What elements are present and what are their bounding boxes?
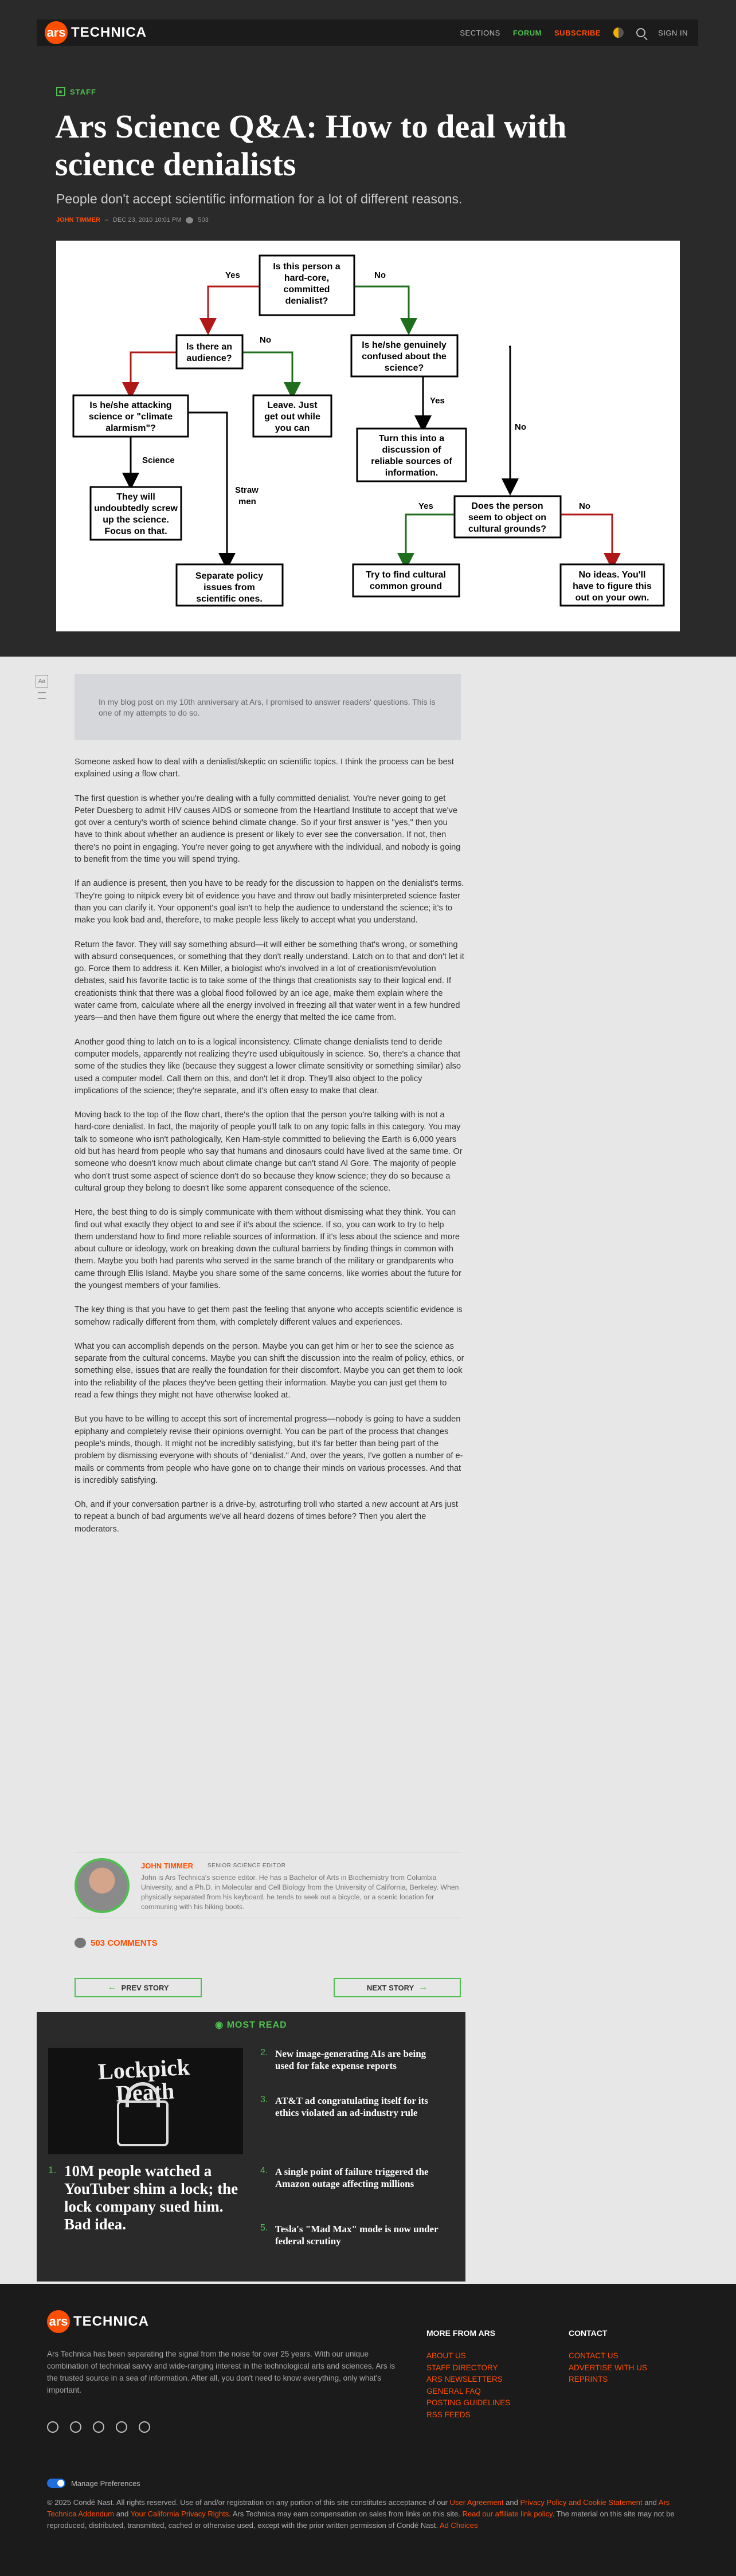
ad-choices-link[interactable]: Ad Choices	[440, 2521, 478, 2530]
fc-label-men: men	[238, 497, 256, 506]
logo-text: TECHNICA	[71, 25, 147, 40]
arrow-right-icon: →	[418, 1982, 428, 1992]
comments-label: 503 COMMENTS	[91, 1938, 158, 1948]
fc-q2-line: Is there an	[186, 342, 233, 352]
arrow-left-icon: ←	[107, 1982, 117, 1992]
footer-legal	[47, 2497, 689, 2531]
fc-cultural-line: Does the person	[471, 501, 543, 511]
prev-story-label: PREV STORY	[121, 1983, 169, 1992]
layout-icon[interactable]	[38, 692, 46, 693]
footer-link[interactable]: REPRINTS	[569, 2375, 608, 2383]
privacy-policy-link[interactable]: Privacy Policy and Cookie Statement	[520, 2498, 643, 2507]
search-icon[interactable]	[636, 28, 645, 37]
logo-mark: ars	[47, 2310, 70, 2333]
site-header	[0, 0, 736, 68]
fc-screw-line: up the science.	[103, 515, 169, 525]
section-tag[interactable]	[56, 87, 96, 96]
manage-preferences[interactable]	[47, 2479, 140, 2488]
fc-q1-line: committed	[283, 285, 330, 294]
article-paragraph: The first question is whether you're dealing with a fully committed denialist. You're never going to get Peter Duesberg to admit HIV causes AIDS or someone from the Heartland Institute to accept that we've got over a century's worth of science behind climate change. So if your first answer is "yes," then you have to think about whether an audience is present or likely to ever see the conversation. If not, then there's no point in engaging. You're never going to get anywhere with the individual, and nobody is going to benefit from the time you will spend trying.	[75, 794, 461, 865]
user-agreement-link[interactable]: User Agreement	[449, 2498, 504, 2507]
byline-comment-count[interactable]: 503	[198, 217, 209, 223]
fc-label-straw: Straw	[235, 485, 259, 495]
article-paragraph: Return the favor. They will say something absurd—it will either be something that's wrong, or something with absurd consequences, or something that they don't really understand. Latch on to that and don't let it go. Force them to address it. Ken Miller, a biologist who's involved in a lot of creationism/evolution debates, said his favorite tactic is to take some of the things that creationists say to their logical end. If creationists think that there was a global flood followed by an ice age, make them explain where the water came from, calculate where all the energy involved in freezing all that water went in a few hundred years—and then have them figure out where the energy that melted the ice came from.	[75, 940, 464, 1023]
fc-q1-line: hard-core,	[284, 273, 330, 283]
instagram-icon[interactable]	[139, 2421, 150, 2433]
footer-link[interactable]: ARS NEWSLETTERS	[426, 2375, 503, 2383]
site-footer	[0, 2284, 736, 2576]
fc-common-line: Try to find cultural	[366, 570, 446, 580]
nav-bar	[37, 19, 698, 46]
fc-label-no: No	[515, 422, 526, 432]
theme-toggle-icon[interactable]	[613, 28, 624, 38]
article-paragraph: Moving back to the top of the flow chart, there's the option that the person you're talking with is not a hard-core denialist. In fact, the majority of people you'll talk to on any topic falls in this category. You may talk to someone who isn't pathologically, Ken Ham-style committed to believing the Earth is 6,000 years old but has heard from people who say that humans and dinosaurs could have lived at the same time. Or someone who doesn't know much about climate change but can't stand Al Gore. The majority of people who don't trust some aspect of science don't do so because they know science; they do so because a cultural group they belong to doesn't like some apparent consequence of the science.	[75, 1110, 463, 1193]
fc-policy-line: Separate policy	[195, 571, 264, 581]
item-number: 3.	[260, 2095, 268, 2104]
fc-label-yes: Yes	[430, 396, 445, 406]
fc-leave-line: get out while	[264, 412, 320, 422]
article-paragraph: Here, the best thing to do is simply communicate with them without dismissing what they think. You can find out what exactly they object to and see if it's about the science. If so, you can work to try to help them understand how to find more reliable sources of information. If it's less about the science and more about culture or ideology, work on breaking down the cultural barriers by finding things in common with them. Maybe you both had parents who served in the same branch of the military or grandparents who came through Ellis Island. Maybe you share some of the same concerns, like worries about the future for the youngest members of your families.	[75, 1208, 461, 1290]
most-read-item-2[interactable]	[260, 2048, 455, 2072]
fc-label-no: No	[579, 501, 590, 511]
footer-about: Ars Technica has been separating the signal from the noise for over 25 years. With our unique combination of technical savvy and wide-ranging interest in the technological arts and sciences, Ars is the trusted source in a sea of information. After all, you don't need to know everything, only what's important.	[47, 2350, 396, 2394]
item-number: 4.	[260, 2166, 268, 2176]
footer-contact-heading: CONTACT	[569, 2328, 608, 2338]
byline-separator: –	[105, 217, 109, 223]
fc-q4-line: Is he/she attacking	[89, 400, 172, 410]
image-title: Lockpick Death	[97, 2053, 191, 2107]
article-paragraph: If an audience is present, then you have to be ready for the discussion to happen on the denialist's terms. They're going to nitpick every bit of evidence you have and throw out badly misinterpreted science faster than you can clarify it. Your opponent's goal isn't to help the audience to understand the science; it's to make you look bad and, therefore, to make people less likely to accept what you understand.	[75, 879, 464, 925]
article-paragraph: What you can accomplish depends on the person. Maybe you can get him or her to see the science as separate from the cultural concerns. Maybe you can shift the discussion into the realm of policy, ethics, or something else, issues that are really the foundation for their discomfort. Maybe you can get them to look into the reliability of the places they've been getting their information. Maybe you can just get them to read a few things they might not have otherwise looked at.	[75, 1341, 464, 1400]
fc-q4-line: alarmism"?	[105, 423, 156, 433]
most-read-item-3[interactable]	[260, 2095, 455, 2119]
fc-common-line: common ground	[369, 582, 443, 591]
fc-policy-line: issues from	[203, 583, 255, 592]
most-read-heading: ◉ MOST READ	[215, 2020, 287, 2030]
nav-subscribe[interactable]: SUBSCRIBE	[554, 28, 601, 37]
fc-discuss-line: discussion of	[382, 445, 441, 455]
most-read	[37, 2012, 465, 2282]
fc-q3-line: science?	[384, 363, 424, 373]
article-paragraph: Oh, and if your conversation partner is a drive-by, astroturfing troll who started a new account at Ars just to repeat a bunch of bad arguments we've all heard dozens of times before? Then you alert the moderators.	[75, 1500, 458, 1534]
legal-text: . The material on this site may not be reproduced, distributed, transmitted, cached or otherwise used, except with the prior written permission of Condé Nast.	[47, 2510, 675, 2530]
footer-more-col	[426, 2328, 510, 2421]
most-read-item-5[interactable]	[260, 2223, 455, 2247]
item-number: 2.	[260, 2048, 268, 2057]
comment-bubble-icon	[186, 217, 193, 223]
manage-preferences-label: Manage Preferences	[71, 2479, 140, 2488]
bio-author-name[interactable]: JOHN TIMMER	[141, 1862, 193, 1870]
next-story-button[interactable]	[334, 1978, 461, 1997]
fc-discuss-line: information.	[385, 468, 439, 478]
fc-screw-line: Focus on that.	[104, 527, 167, 536]
article-title: Ars Science Q&A: How to deal with science denialists	[55, 108, 567, 183]
fc-screw-line: They will	[116, 492, 155, 502]
comments-link[interactable]	[75, 1938, 158, 1948]
bio-text: John is Ars Technica's science editor. He has a Bachelor of Arts in Biochemistry from Columbia University, and a Ph.D. in Molecular and Cell Biology from the University of California, Berkeley. When physically separated from his keyboard, he tends to seek out a bicycle, or a scenic location for communing with his hiking boots.	[141, 1874, 459, 1911]
item-title: 10M people watched a YouTuber shim a lock; the lock company sued him. Bad idea.	[64, 2162, 238, 2233]
fc-label-no: No	[374, 270, 386, 280]
footer-link[interactable]: RSS FEEDS	[426, 2410, 471, 2419]
fc-screw-line: undoubtedly screw	[94, 504, 178, 513]
fc-cultural-line: cultural grounds?	[468, 524, 546, 534]
fc-label-yes: Yes	[225, 270, 240, 280]
legal-text: © 2025 Condé Nast. All rights reserved. Use of and/or registration on any portion of this site constitutes acceptance of our	[47, 2498, 450, 2507]
flowchart-svg	[56, 241, 680, 631]
youtube-icon[interactable]	[116, 2421, 127, 2433]
footer-link[interactable]: POSTING GUIDELINES	[426, 2398, 511, 2407]
article-paragraph: Someone asked how to deal with a denialist/skeptic on scientific topics. I think the process can be best explained using a flow chart.	[75, 757, 454, 779]
most-read-item-1[interactable]	[48, 2162, 243, 2233]
byline-date: DEC 23, 2010 10:01 PM	[113, 217, 182, 223]
article-body	[75, 756, 464, 1548]
footer-link[interactable]: STAFF DIRECTORY	[426, 2363, 498, 2372]
footer-link[interactable]: CONTACT US	[569, 2351, 618, 2360]
fc-q2-line: audience?	[186, 354, 232, 363]
byline-author[interactable]: JOHN TIMMER	[56, 217, 100, 223]
fc-label-yes: Yes	[418, 501, 433, 511]
footer-link[interactable]: ADVERTISE WITH US	[569, 2363, 648, 2372]
facebook-icon[interactable]	[93, 2421, 104, 2433]
fc-q4-line: science or "climate	[88, 412, 173, 422]
bluesky-icon[interactable]	[47, 2421, 58, 2433]
legal-text: and	[503, 2498, 520, 2507]
fc-discuss-line: reliable sources of	[371, 457, 452, 466]
footer-link[interactable]: GENERAL FAQ	[426, 2386, 481, 2396]
fc-q3-line: Is he/she genuinely	[362, 340, 447, 350]
most-read-image[interactable]	[48, 2048, 243, 2154]
social-links	[47, 2421, 150, 2433]
fc-cultural-line: seem to object on	[468, 513, 547, 523]
fc-label-no: No	[260, 335, 271, 345]
footer-link[interactable]: ABOUT US	[426, 2351, 466, 2360]
item-number: 5.	[260, 2223, 268, 2233]
item-title: A single point of failure triggered the Amazon outage affecting millions	[275, 2166, 429, 2189]
item-title: Tesla's "Mad Max" mode is now under federal scrutiny	[275, 2224, 439, 2247]
fc-q1-line: denialist?	[285, 296, 328, 306]
legal-text: . Ars Technica may earn compensation on sales from links on this site.	[229, 2510, 463, 2518]
nav-sections[interactable]: SECTIONS	[460, 28, 500, 37]
logo-mark: ars	[45, 21, 68, 44]
fc-q3-line: confused about the	[362, 352, 447, 362]
next-story-label: NEXT STORY	[366, 1983, 414, 1992]
author-avatar[interactable]	[75, 1858, 130, 1913]
addendum-link[interactable]: Ars Technica Addendum	[47, 2498, 670, 2518]
footer-contact-col	[569, 2328, 647, 2386]
top-nav	[460, 28, 688, 38]
privacy-toggle-icon[interactable]	[47, 2479, 65, 2488]
byline	[56, 217, 209, 223]
comment-icon	[75, 1938, 86, 1948]
bio-author-role: SENIOR SCIENCE EDITOR	[208, 1863, 286, 1869]
california-privacy-link[interactable]: Your California Privacy Rights	[130, 2510, 229, 2518]
fc-leave-line: Leave. Just	[267, 400, 318, 410]
intro-callout: In my blog post on my 10th anniversary at Ars, I promised to answer readers' questions. This is one of my attempts to do so.	[75, 674, 461, 740]
article-subtitle: People don't accept scientific information for a lot of different reasons.	[56, 191, 463, 206]
author-bio	[75, 1852, 461, 1918]
nav-sign-in[interactable]: SIGN IN	[658, 28, 688, 37]
fc-leave-line: you can	[275, 423, 310, 433]
text-settings[interactable]	[36, 675, 49, 699]
item-title: New image-generating AIs are being used for fake expense reports	[275, 2048, 426, 2071]
section-label: STAFF	[70, 87, 96, 96]
most-read-item-4[interactable]	[260, 2166, 455, 2190]
mastodon-icon[interactable]	[70, 2421, 81, 2433]
fc-noideas-line: No ideas. You'll	[578, 570, 646, 580]
prev-story-button[interactable]	[75, 1978, 202, 1997]
fc-noideas-line: have to figure this	[573, 582, 652, 591]
footer-more-heading: MORE FROM ARS	[426, 2328, 496, 2338]
fc-q1-line: Is this person a	[273, 262, 340, 272]
footer-logo[interactable]	[47, 2310, 149, 2333]
flowchart-figure	[56, 241, 680, 631]
article-paragraph: The key thing is that you have to get them past the feeling that anyone who accepts scientific evidence is somehow radically different from them, with completely different values and experiences.	[75, 1305, 463, 1327]
affiliate-policy-link[interactable]: Read our affiliate link policy	[462, 2510, 553, 2518]
nav-forum[interactable]: FORUM	[512, 28, 542, 37]
article-paragraph: Another good thing to latch on to is a logical inconsistency. Climate change denialists tend to deride computer models, apparently not realizing they're used ubiquitously in science. So, there's a chance that some of the studies they like (because they suggest a lower climate sensitivity or something similar) also used a computer model. Call them on this, and don't let it drop. They'll also object to the policy implications of the science; they're separate, and it's often easy to make that clear.	[75, 1037, 461, 1095]
legal-text: and	[114, 2510, 131, 2518]
site-logo[interactable]	[45, 21, 147, 44]
text-size-icon[interactable]: Aa	[36, 675, 48, 688]
layout-icon[interactable]	[38, 698, 46, 699]
fc-label-science: Science	[142, 455, 175, 465]
staff-icon: ■	[56, 87, 65, 96]
item-title: AT&T ad congratulating itself for its ethics violated an ad-industry rule	[275, 2095, 428, 2118]
item-number: 1.	[48, 2165, 57, 2176]
article-paragraph: But you have to be willing to accept this sort of incremental progress—nobody is going to have a sudden epiphany and completely revise their opinions overnight. You can be part of the process that changes people's minds, though. It might not be incredibly satisfying, but it's far better than being part of the problem by dismissing everyone with shouts of "denialist." And, over the years, I've gotten a number of e-mails or comments from people who have gone on to change their minds on various processes. And that is incredibly satisfying.	[75, 1415, 463, 1485]
legal-text: and	[642, 2498, 659, 2507]
fc-discuss-line: Turn this into a	[378, 434, 445, 443]
fc-noideas-line: out on your own.	[575, 593, 649, 603]
padlock-icon	[117, 2100, 169, 2146]
logo-text: TECHNICA	[73, 2314, 149, 2329]
fc-policy-line: scientific ones.	[196, 594, 263, 604]
